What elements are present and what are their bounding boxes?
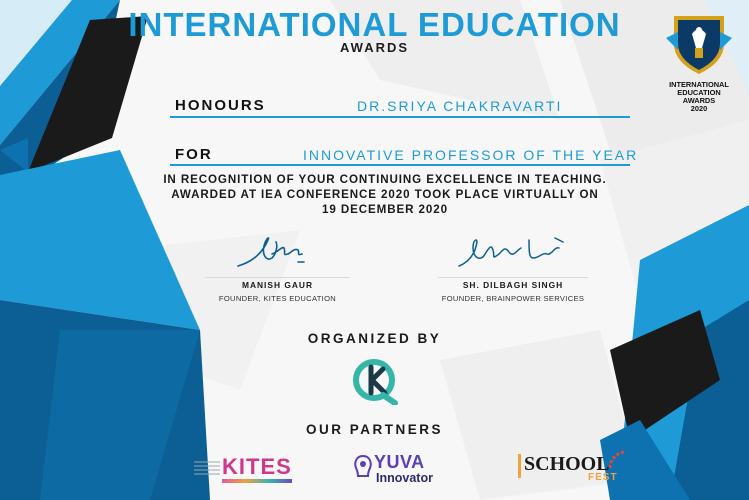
recognition-line: 19 DECEMBER 2020 xyxy=(322,203,448,216)
iea-badge-icon xyxy=(662,14,736,76)
kites-wordmark: KITES xyxy=(222,454,292,479)
certificate-subtitle: AWARDS xyxy=(339,40,410,55)
badge-line1: INTERNATIONAL EDUCATION xyxy=(669,80,729,97)
signature-line xyxy=(205,277,350,278)
badge-year: 2020 xyxy=(690,104,708,113)
school-fest-logo-icon xyxy=(608,450,628,470)
organizer-logo-icon xyxy=(349,355,399,405)
kites-logo xyxy=(192,452,302,484)
kites-color-bar xyxy=(222,479,292,483)
recognition-text xyxy=(150,172,620,217)
honours-label: HONOURS xyxy=(175,97,266,114)
signatory-name: MANISH GAUR xyxy=(241,280,314,290)
signature-line xyxy=(438,277,588,278)
school-fest-logo xyxy=(518,450,628,486)
fest-wordmark: FEST xyxy=(588,472,618,483)
recognition-line: AWARDED AT IEA CONFERENCE 2020 TOOK PLACE VIRTUALLY ON xyxy=(171,188,599,201)
yuva-wordmark: YUVA xyxy=(374,452,425,472)
yuva-innovator-logo-icon xyxy=(352,454,374,480)
yuva-innovator-logo xyxy=(352,452,462,486)
honoree-name: DR.SRIYA CHAKRAVARTI xyxy=(357,98,563,114)
signatory-role: FOUNDER, BRAINPOWER SERVICES xyxy=(441,294,585,303)
school-fest-bar xyxy=(518,454,521,478)
for-label: FOR xyxy=(175,146,213,163)
kites-logo-icon xyxy=(192,456,222,480)
partners-label: OUR PARTNERS xyxy=(305,422,443,437)
badge-line2: AWARDS xyxy=(682,96,716,105)
award-title: INNOVATIVE PROFESSOR OF THE YEAR xyxy=(303,147,639,163)
signatory-role: FOUNDER, KITES EDUCATION xyxy=(218,294,337,303)
signatory-name: SH. DILBAGH SINGH xyxy=(462,280,564,290)
iea-badge xyxy=(662,14,736,113)
school-wordmark: SCHOOL xyxy=(524,453,610,475)
certificate-title: INTERNATIONAL EDUCATION xyxy=(128,6,621,43)
organized-by-label: ORGANIZED BY xyxy=(307,331,442,346)
honours-rule xyxy=(170,116,630,118)
recognition-line: IN RECOGNITION OF YOUR CONTINUING EXCELLENCE IN TEACHING. xyxy=(163,173,607,186)
signature-icon xyxy=(232,232,322,272)
signature-icon xyxy=(455,232,575,272)
innovator-wordmark: Innovator xyxy=(376,471,433,485)
for-rule xyxy=(170,164,630,166)
